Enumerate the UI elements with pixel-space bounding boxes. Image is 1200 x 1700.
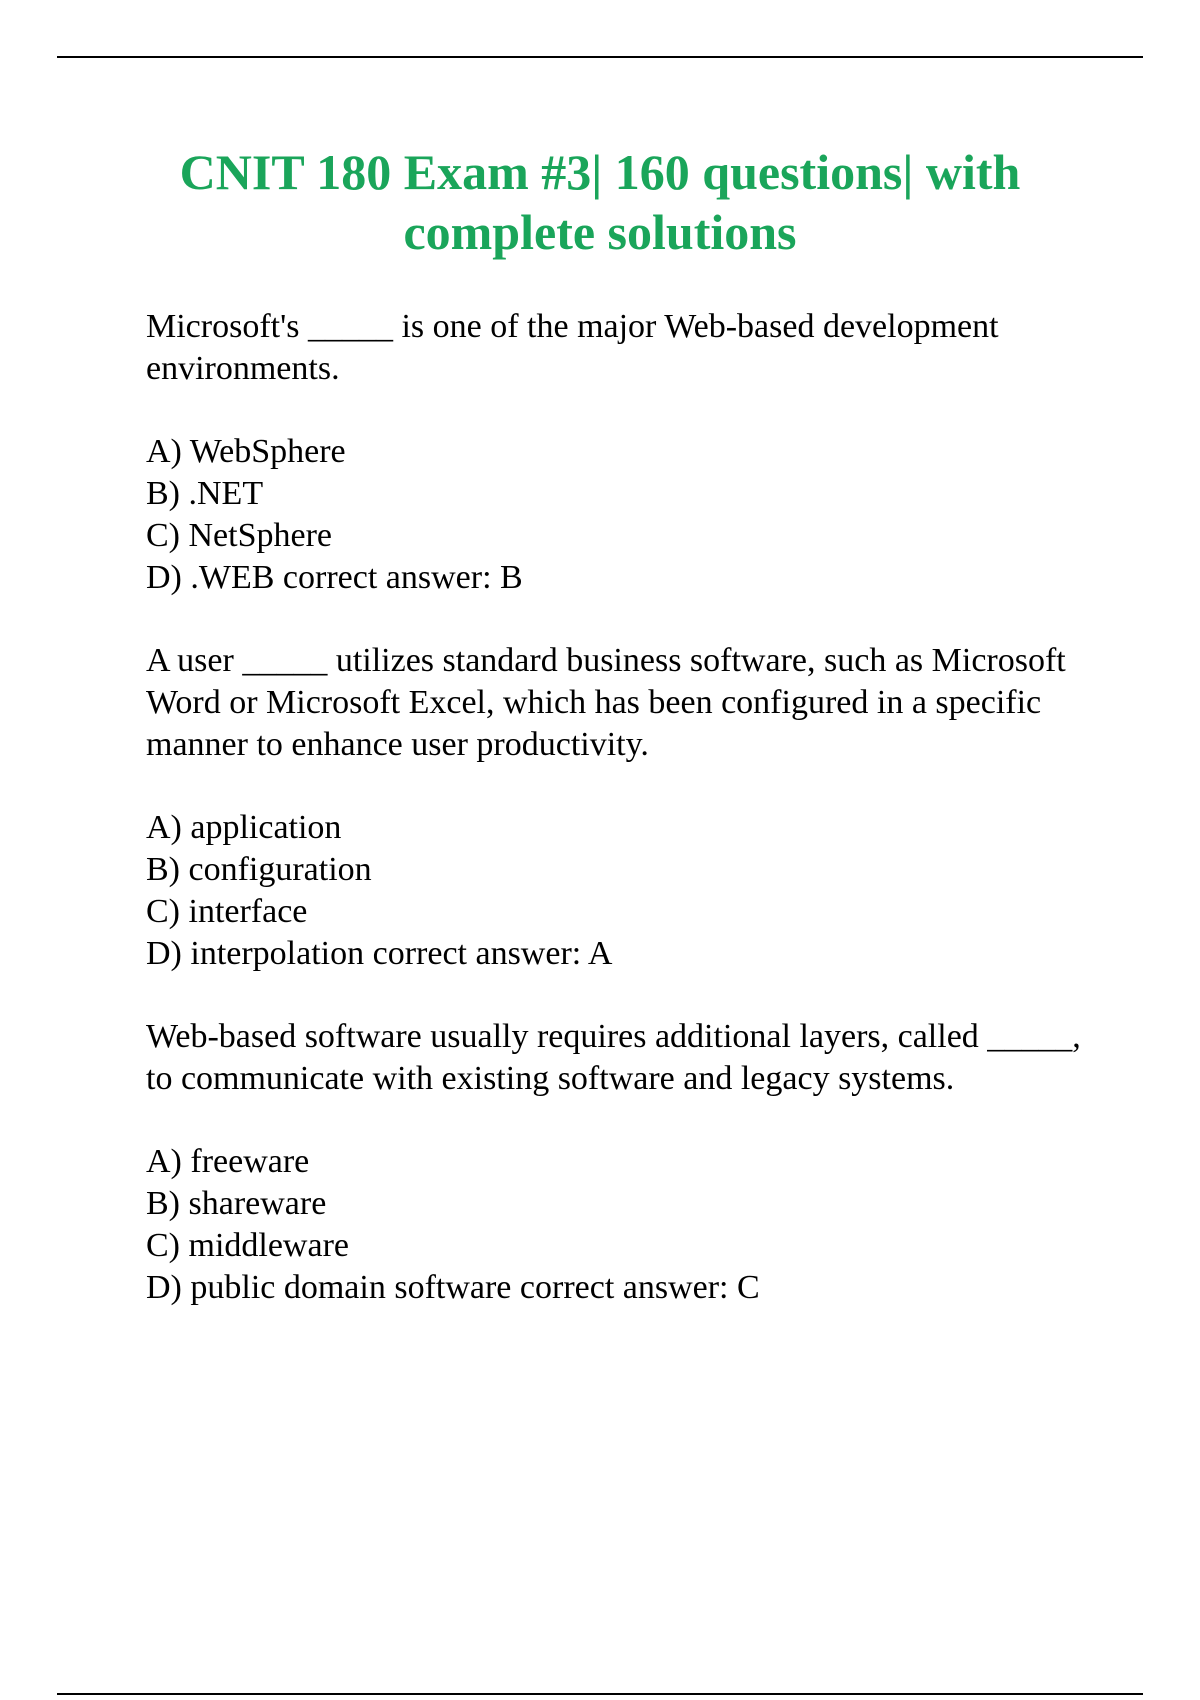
option-item: D) public domain software correct answer: C	[146, 1269, 760, 1306]
option-item: B) configuration	[146, 851, 372, 888]
title-line-2: complete solutions	[403, 204, 797, 260]
question-text: Web-based software usually requires additional layers, called _____, to communicate with existing software and legacy systems.	[146, 1018, 1081, 1097]
option-item: A) application	[146, 809, 342, 846]
option-item: C) interface	[146, 893, 308, 930]
answer-options	[146, 807, 1106, 975]
option-item: D) .WEB correct answer: B	[146, 559, 523, 596]
option-item: A) freeware	[146, 1143, 310, 1180]
title-line-1: CNIT 180 Exam #3| 160 questions| with	[179, 144, 1021, 200]
option-item: C) middleware	[146, 1227, 349, 1264]
answer-options	[146, 431, 1106, 599]
question-list	[146, 306, 1106, 1350]
answer-options	[146, 1141, 1106, 1309]
option-item: A) WebSphere	[146, 433, 346, 470]
bottom-rule	[57, 1693, 1143, 1695]
option-item: D) interpolation correct answer: A	[146, 935, 613, 972]
option-item: B) .NET	[146, 475, 264, 512]
question-text: A user _____ utilizes standard business software, such as Microsoft Word or Microsoft Excel, which has been configured in a specific manner to enhance user productivity.	[146, 642, 1066, 763]
option-item: B) shareware	[146, 1185, 327, 1222]
option-item: C) NetSphere	[146, 517, 333, 554]
top-rule	[57, 56, 1143, 58]
question-text: Microsoft's _____ is one of the major Web-based development environments.	[146, 308, 999, 387]
page-title	[100, 142, 1100, 262]
